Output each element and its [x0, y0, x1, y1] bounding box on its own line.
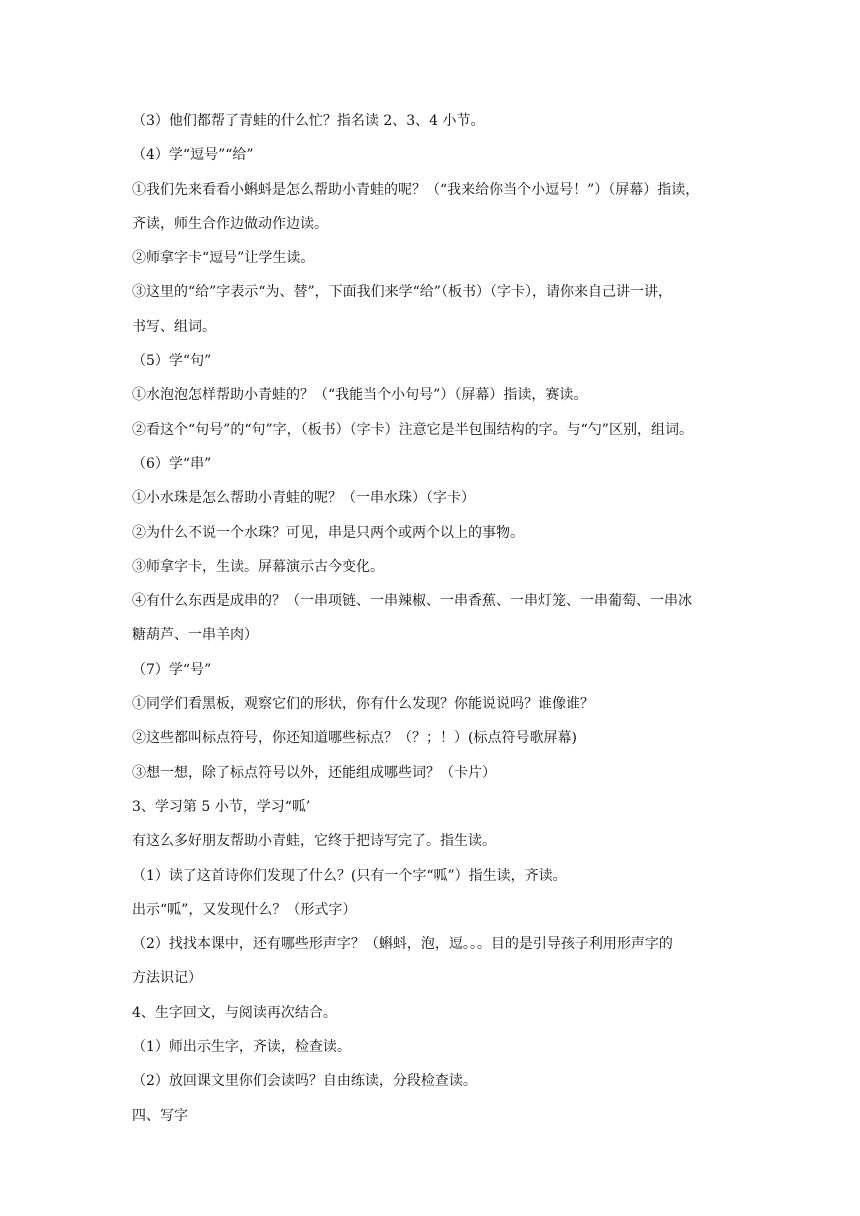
line-7-3: ③想一想，除了标点符号以外，还能组成哪些词？（卡片） [132, 764, 496, 781]
line-part-3-show: 出示“呱”，又发现什么？（形式字） [132, 901, 357, 918]
line-part-3-q2: （2）找找本课中，还有哪些形声字？（蝌蚪，泡，逗。。。目的是引导孩子利用形声字的 [132, 936, 673, 953]
line-4-2: ②师拿字卡“逗号”让学生读。 [132, 250, 315, 267]
line-4-3: ③这里的“给”字表示“为、替”，下面我们来学“给”（板书）（字卡），请你来自己讲一讲， [132, 284, 672, 301]
line-6-4-cont: 糖葫芦、一串羊肉） [132, 627, 258, 644]
line-q3: （3）他们都帮了青蛙的什么忙？指名读 2、3、4 小节。 [132, 113, 485, 129]
line-section-5-heading: （5）学“句” [132, 353, 212, 370]
line-part-4-q1: （1）师出示生字，齐读，检查读。 [132, 1039, 351, 1056]
line-section-6-heading: （6）学“串” [132, 455, 212, 472]
line-section-7-heading: （7）学“号” [132, 661, 212, 678]
line-7-2: ②这些都叫标点符号，你还知道哪些标点？（？；！）(标点符号歌屏幕) [132, 730, 577, 747]
line-4-1: ①我们先来看看小蝌蚪是怎么帮助小青蛙的呢？（“我来给你当个小逗号！”）（屏幕）指读， [132, 181, 700, 198]
line-6-4: ④有什么东西是成串的？（一串项链、一串辣椒、一串香蕉、一串灯笼、一串葡萄、一串冰 [132, 593, 692, 610]
line-part-3-q1: （1）读了这首诗你们发现了什么？(只有一个字“呱”）指生读，齐读。 [132, 867, 567, 884]
line-part-3-intro: 有这么多好朋友帮助小青蛙，它终于把诗写完了。指生读。 [132, 833, 496, 850]
line-4-3-cont: 书写、组词。 [132, 318, 216, 335]
line-7-1: ①同学们看黑板，观察它们的形状，你有什么发现？你能说说吗？谁像谁？ [132, 696, 594, 713]
line-part-4-q2: （2）放回课文里你们会读吗？自由练读，分段检查读。 [132, 1073, 477, 1090]
line-part-3-q2-cont: 方法识记） [132, 970, 202, 987]
line-section-4-heading: （4）学“逗号”“给” [132, 147, 254, 164]
line-5-1: ①水泡泡怎样帮助小青蛙的？（“我能当个小句号”）（屏幕）指读，赛读。 [132, 387, 588, 404]
line-6-3: ③师拿字卡，生读。屏幕演示古今变化。 [132, 558, 384, 575]
line-4-1-cont: 齐读，师生合作边做动作边读。 [132, 215, 328, 232]
line-5-2: ②看这个“句号”的“句”字，（板书）（字卡）注意它是半包围结构的字。与“勺”区别，组词。 [132, 421, 693, 438]
line-part-3-heading: 3、学习第 5 小节，学习“呱’ [132, 798, 311, 815]
line-6-1: ①小水珠是怎么帮助小青蛙的呢？（一串水珠）（字卡） [132, 490, 475, 507]
line-part-4-heading: 4、生字回文，与阅读再次结合。 [132, 1004, 337, 1021]
line-chapter-4-heading: 四、写字 [132, 1107, 188, 1124]
line-6-2: ②为什么不说一个水珠？可见，串是只两个或两个以上的事物。 [132, 524, 524, 541]
